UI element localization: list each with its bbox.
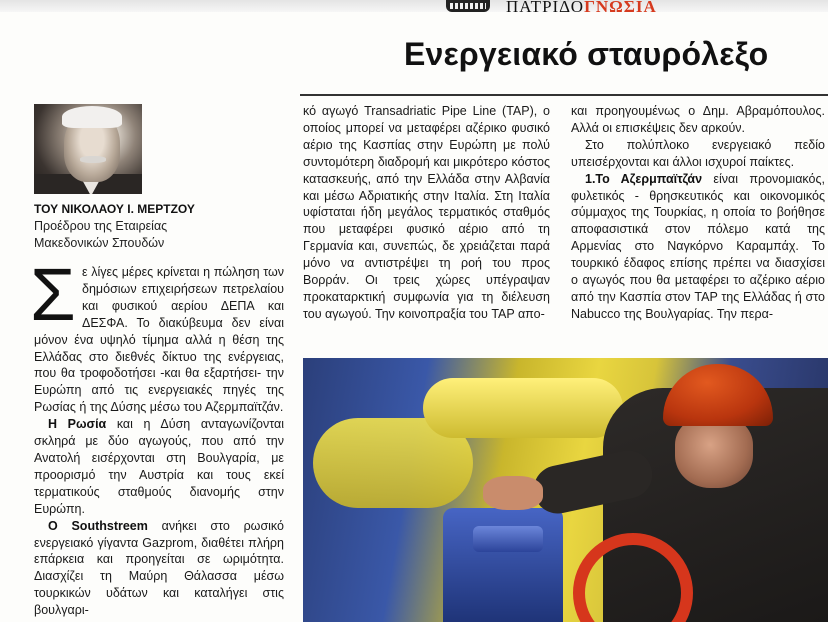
article-photo-pipeline-worker — [303, 358, 828, 622]
column3-paragraph-1: και προηγουμένως ο Δημ. Αβραμόπουλος. Αλλά οι επισκέψεις δεν αρκούν. — [571, 104, 825, 135]
column2-paragraph-1: κό αγωγό Transadriatic Pipe Line (TAP), ο οποίος μπορεί να μεταφέρει αζέρικο φυσικό αέριο της Κασπίας στην Ευρώπη με πολύ συντομότερη διαδρομή και μικρότερο κόστος κατασκευής, από την Ελλάδα στην Αλβανία και μέσω Αδριατικής στην Ιταλία. Στη Ιταλία υφίσταται ήδη μεγάλος τερματικός σταθμός που μεταφέρει φυσικό αέριο από τη Γερμανία και, συνεπώς, δε χρειάζεται παρά μόνο να αντιστρέψει τη ροή του προς Βορράν. Οι τρεις χώρες υπέγραψαν προκαταρκτική συμφωνία για τη διέλευση του αγωγού. Την κοινοπραξία του TAP απο- — [303, 104, 550, 321]
column1-paragraph-2-lead: Η Ρωσία — [48, 417, 107, 432]
column3-paragraph-3-lead: 1.Το Αζερμπαϊτζάν — [585, 171, 703, 186]
column1-paragraph-1-text: ε λίγες μέρες κρίνεται η πώληση των δημόσιων επιχειρήσεων πετρελαίου και φυσικού αερίου ΔΕΠΑ και ΔΕΣΦΑ. Το διακύβευμα δεν είναι μόνον ένα υψηλό τίμημα αλλά η θέση της Ελλάδας στο διεθνές δίκτυο της ενέργειας, που θα τροφοδοτήσει -και θα εξαρτήσει- την Ευρώπη από τις ενεργειακές πηγές της Ρωσίας ή της Δύσης μέσω του Αζερμπαϊτζάν. — [34, 265, 284, 415]
column3-paragraph-3 — [571, 171, 825, 323]
section-banner — [440, 0, 657, 14]
author-role — [34, 218, 274, 252]
author-photo — [34, 104, 142, 194]
section-title-part1: ΠΑΤΡΙΔΟ — [506, 0, 585, 16]
author-byline: ΤΟΥ ΝΙΚΟΛΑΟΥ Ι. ΜΕΡΤΖΟΥ — [34, 202, 195, 216]
column1-paragraph-3 — [34, 518, 284, 619]
column3-paragraph-2: Στο πολύπλοκο ενεργειακό πεδίο υπεισέρχονται και άλλοι ισχυροί παίκτες. — [571, 137, 825, 169]
article-column-2 — [303, 103, 550, 323]
column1-paragraph-2-text: και η Δύση ανταγωνίζονται σκληρά με δύο αγωγούς, που από την Ανατολή εισέρχονται στη Βουλγαρία, με προορισμό την Αυστρία και τους εκεί τερματικούς σταθμούς διανομής στην Ευρώπη. — [34, 417, 284, 516]
headline-rule — [300, 94, 828, 96]
column1-paragraph-1 — [30, 253, 284, 416]
top-strip — [0, 0, 828, 12]
drop-cap: Σ — [30, 253, 76, 336]
section-title — [506, 0, 657, 14]
author-role-line1: Προέδρου της Εταιρείας — [34, 219, 168, 233]
article-column-1 — [30, 253, 284, 619]
column3-paragraph-3-text: είναι προνομιακός, φυλετικός - θρησκευτικός και οικονομικός σύμμαχος της Τουρκίας, η οποία το βοήθησε αποφασιστικά στον πόλεμο κατά της Αρμενίας στο Ναγκόρνο Καραμπάχ. Το τουρκικό έδαφος επίσης πρέπει να διασχίσει ο αγωγός που θα μεταφέρει το αζέρικο αέριο από την Κασπία στον TAP της Ελλάδας ή στο Nabucco της Βουλγαρίας. Την περα- — [571, 171, 825, 321]
article-column-3 — [571, 103, 825, 323]
column1-paragraph-3-lead: Ο Southstreem — [48, 518, 148, 533]
column1-paragraph-2 — [34, 416, 284, 517]
typewriter-icon — [440, 0, 498, 14]
section-title-part2: ΓΝΩΣΙΑ — [584, 0, 657, 16]
article-headline: Ενεργειακό σταυρόλεξο — [404, 36, 769, 72]
column1-paragraph-3-text: ανήκει στο ρωσικό ενεργειακό γίγαντα Gazprom, διαθέτει πλήρη επάρκεια και προηγείται σε ωριμότητα. Διασχίζει τη Μαύρη Θάλασσα μέσω τουρκικών υδάτων και καταλήγει στις βουλγαρι- — [34, 518, 284, 618]
author-role-line2: Μακεδονικών Σπουδών — [34, 236, 165, 250]
